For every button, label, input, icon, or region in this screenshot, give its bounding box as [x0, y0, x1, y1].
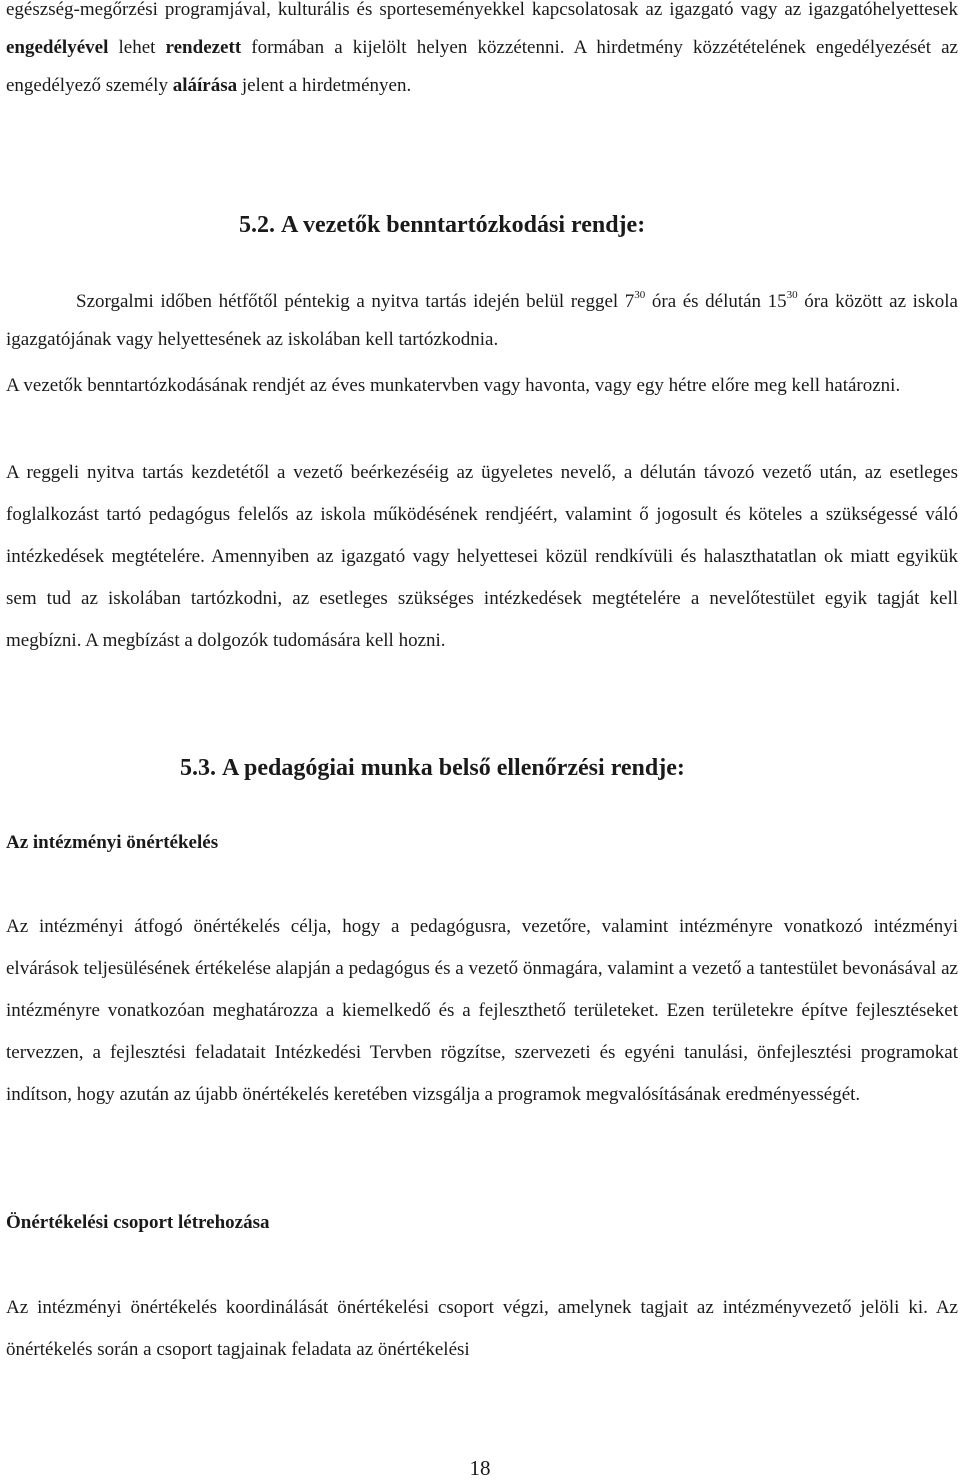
intro-bold-alairasa: aláírása — [172, 75, 238, 96]
section-title: A vezetők benntartózkodási rendje: — [281, 212, 646, 238]
subheading-intezmenyi-onertekeles: Az intézményi önértékelés — [6, 832, 219, 853]
subheading-onertekelesi-csoport: Önértékelési csoport létrehozása — [6, 1212, 270, 1233]
section-number: 5.2. — [239, 212, 275, 238]
section-5-2-heading — [239, 212, 645, 239]
intro-text-3: formában a kijelölt helyen közzétenni. A hirdetmény közzétételének engedélyezését az engedélyező személy — [6, 37, 958, 96]
intro-text-2: lehet — [108, 37, 166, 58]
page-number: 18 — [469, 1456, 491, 1480]
section-title: A pedagógiai munka belső ellenőrzési rendje: — [222, 755, 685, 781]
section-5-2-paragraph-2: A vezetők benntartózkodásának rendjét az éves munkatervben vagy havonta, vagy egy hétre előre meg kell határozni. — [6, 375, 901, 396]
intro-bold-engedely: engedélyével — [6, 37, 109, 58]
superscript-minutes: 30 — [634, 289, 646, 301]
section-5-3-paragraph-1: Az intézményi átfogó önértékelés célja, hogy a pedagógusra, vezetőre, valamint intézményre vonatkozó intézményi elvárások teljesülésének értékelése alapján a pedagógus és a vezető önmagára, valamint a vezető a tantestület bevonásával az intézményre vonatkozóan meghatározza a kiemelkedő és a fejleszthető területeket. Ezen területekre építve fejlesztéseket tervezzen, a fejlesztési feladatait Intézkedési Tervben rögzítse, szervezeti és egyéni tanulási, önfejlesztési programokat indítson, hogy azután az újabb önértékelés keretében vizsgálja a programok megvalósításának eredményességét. — [6, 916, 958, 1105]
intro-bold-rendezett: rendezett — [165, 37, 242, 58]
text-run: óra között az iskola igazgatójának vagy helyettesének az iskolában kell tartózkodnia. — [6, 291, 958, 350]
intro-paragraph — [6, 0, 958, 105]
section-5-3-heading — [180, 755, 685, 782]
text-run: Szorgalmi időben hétfőtől péntekig a nyitva tartás idején belül reggel 7 — [76, 291, 635, 312]
section-5-2-paragraph-3: A reggeli nyitva tartás kezdetétől a vezető beérkezéséig az ügyeletes nevelő, a délután távozó vezető után, az esetleges foglalkozást tartó pedagógus felelős az iskola működésének rendjéért, valamint ő jogosult és köteles a szükségessé váló intézkedések megtételére. Amennyiben az igazgató vagy helyettesei közül rendkívüli és halaszthatatlan ok miatt egyikük sem tud az iskolában tartózkodni, az esetleges szükséges intézkedések megtételére a nevelőtestület egyik tagját kell megbízni. A megbízást a dolgozók tudomására kell hozni. — [6, 462, 958, 651]
superscript-minutes: 30 — [786, 289, 798, 301]
intro-text-4: jelent a hirdetményen. — [237, 75, 412, 96]
intro-text-1: egészség-megőrzési programjával, kulturális és sporteseményekkel kapcsolatosak az igazgató vagy az igazgatóhelyettesek — [6, 0, 958, 20]
section-number: 5.3. — [180, 755, 216, 781]
section-5-3-paragraph-2: Az intézményi önértékelés koordinálását önértékelési csoport végzi, amelynek tagjait az intézményvezető jelöli ki. Az önértékelés során a csoport tagjainak feladata az önértékelési — [6, 1297, 958, 1360]
text-run: óra és délután 15 — [645, 291, 787, 312]
section-5-2-paragraph-1 — [6, 283, 958, 359]
